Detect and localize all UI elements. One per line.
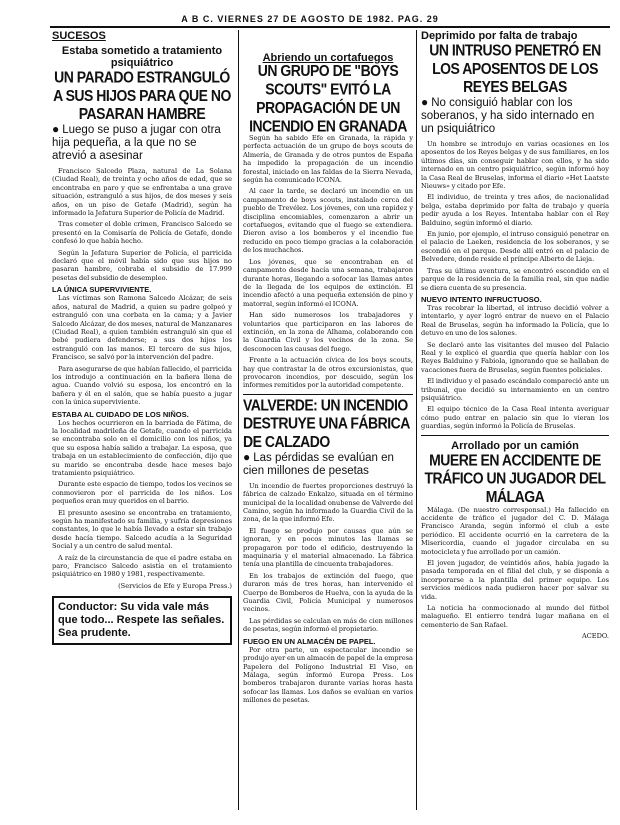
headline: UN PARADO ESTRANGULÓ A SUS HIJOS PARA QUE NO PASARAN HAMBRE <box>53 67 231 123</box>
paragraph: El fuego se produjo por causas que aún se ignoran, y en pocos minutos las llamas se propagaron por todo el edificio, destruyendo la maquinaria y el material almacenado. La fábrica tenía una plantilla de cincuenta trabajadores. <box>243 526 413 569</box>
subhead: FUEGO EN UN ALMACÉN DE PAPEL. <box>243 636 376 646</box>
deck-text: Luego se puso a jugar con otra hija pequeña, a la que no se atrevió a asesinar <box>52 124 221 162</box>
column-1 <box>52 30 232 810</box>
paragraph: El individuo y el pasado escándalo compareció ante un tribunal, que decidió su internamiento en un centro psiquiátrico. <box>421 377 609 402</box>
column-2 <box>243 52 413 812</box>
paragraph: Tras recobrar la libertad, el intruso decidió volver a intentarlo, y ayer logró entrar de nuevo en el Palacio Real de Bruselas, según ha informado la Policía, que lo detuvo en uno de los salones. <box>421 303 609 338</box>
credit: (Servicios de Efe y Europa Press.) <box>118 581 232 590</box>
paragraph: Tras cometer el doble crimen, Francisco Salcedo se presentó en la Comisaría de Policía de Getafe, donde confesó lo que había hecho. <box>52 220 232 246</box>
subhead: LA ÚNICA SUPERVIVIENTE. <box>52 285 152 295</box>
paragraph: Según la Jefatura Superior de Policía, el parricida declaró que el móvil había sido que sus hijos no pasaran hambre, cobraba el subsidio de 17.999 pesetas del subsidio de desempleo. <box>52 248 232 282</box>
section-label: SUCESOS <box>52 30 106 42</box>
paragraph: Al caer la tarde, se declaró un incendio en un campamento de boys scouts, instalado cerca del pueblo de Trevélez. Los jóvenes, con una rapidez y disciplina encomiables, comenzaron a abrir un cortafuegos, evitando que el fuego se extendiera. Dieron aviso a los bomberos y el incendio fue reducido en poco tiempo gracias a la colaboración de los muchachos. <box>243 187 413 255</box>
paragraph: La noticia ha conmocionado al mundo del fútbol malagueño. El entierro tendrá lugar mañana en el cementerio de San Rafael. <box>421 604 609 629</box>
headline: MUERE EN ACCIDENTE DE TRÁFICO UN JUGADOR DEL MÁLAGA <box>424 449 606 506</box>
paragraph: Se declaró ante las visitantes del museo del Palacio Real y le explicó el guardia que quería hablar con los Reyes Balduino y Fabiola, ignorando que se hallaban de vacaciones fuera de Bruselas, según fuentes policiales. <box>421 340 609 374</box>
header-rule <box>50 26 610 28</box>
paragraph: En los trabajos de extinción del fuego, que duraron más de tres horas, han intervenido el Cuerpo de Bomberos de Huelva, con la ayuda de la Guardia Civil, Policía Municipal y numerosos vecinos. <box>243 571 413 614</box>
paragraph: Por otra parte, un espectacular incendio se produjo ayer en un almacén de papel de la empresa Papelera del Polígono Industrial El Viso, en Málaga, según informó Europa Press. Los bomberos trabajaron durante varias horas hasta sofocar las llamas. Los daños se evalúan en varios millones de pesetas. <box>243 645 413 705</box>
paragraph: Para asegurarse de que habían fallecido, el parricida los introdujo a continuación en la bañera llena de agua. Cuando volvió su esposa, los encontró en la bañera y él en el salón, que se había puesto a jugar con la única superviviente. <box>52 364 232 407</box>
paragraph: Las pérdidas se calculan en más de cien millones de pesetas, según informó el propietario. <box>243 616 413 634</box>
page-header: A B C. VIERNES 27 DE AGOSTO DE 1982. PAG. 29 <box>181 14 439 24</box>
paragraph: El presunto asesino se encontraba en tratamiento, según ha manifestado su familia, y sufría depresiones constantes, lo que le había llevado a estar sin trabajo desde hacía tiempo. Salcedo acudía a la Seguridad Social y a un centro de salud mental. <box>52 508 232 551</box>
headline: UN INTRUSO PENETRÓ EN LOS APOSENTOS DE LOS REYES BELGAS <box>429 40 601 96</box>
paragraph: Las víctimas son Ramona Salcedo Alcázar, de seis años, natural de Madrid, a quien su padre golpeó y estranguló con una corbata en la cama; y a Javier Salcedo Alcázar, de dos meses, natural de Manzanares (Ciudad Real), a quien también estranguló sin que el bebé pudiera defenderse; a sus dos hijos los estranguló con las manos. El tercero de sus hijos, Francisco, se salvó por la intervención del padre. <box>52 294 232 362</box>
headline: VALVERDE: UN INCENDIO DESTRUYE UNA FÁBRICA DE CALZADO <box>243 395 410 451</box>
deck <box>52 123 232 163</box>
deck-text: No consiguió hablar con los soberanos, y ha sido internado en un psiquiátrico <box>421 97 595 135</box>
kicker: Abriendo un cortafuegos <box>262 52 394 64</box>
deck <box>243 451 413 478</box>
bullet-icon: ● <box>52 122 60 136</box>
paragraph: Un hombre se introdujo en varias ocasiones en los aposentos de los Reyes belgas y de sus familiares, en los últimos días, sin conseguir hablar con ellos, y ha sido internado en un centro psiquiátrico, según informó hoy la Casa Real de Bruselas, informa el diario «Het Laatste Nieuws» y citado por Efe. <box>421 140 609 191</box>
paragraph: En junio, por ejemplo, el intruso consiguió penetrar en el palacio de Laeken, residencia de los soberanos, y se escondió en el parque. Desde allí entró en el palacio de Belvedere, donde reside el príncipe Alberto de Lieja. <box>421 230 609 264</box>
paragraph: Francisco Salcedo Plaza, natural de La Solana (Ciudad Real), de treinta y ocho años de edad, que se encontraba en paro y que se enfrentaba a una grave situación, estranguló a sus hijos, de dos meses y seis años, en un piso de Getafe (Madrid), según ha informado la Jefatura Superior de Policía de Madrid. <box>52 167 232 218</box>
bullet-icon: ● <box>243 449 251 464</box>
safety-notice-box: Conductor: Su vida vale más que todo... Respete las señales. Sea prudente. <box>52 596 232 645</box>
paragraph: El individuo, de treinta y tres años, de nacionalidad belga, estaba deprimido por falta de trabajo y quería pedir ayuda a los Reyes. Intentaba hablar con el Rey Balduino, según informó el diario. <box>421 193 609 227</box>
paragraph: Según ha sabido Efe en Granada, la rápida y perfecta actuación de un grupo de boys scouts de Almería, de Granada y de otros puntos de España ha impedido la propagación de un incendio forestal, iniciado en las faldas de la Sierra Nevada, según ha comunicado ICONA. <box>243 134 413 185</box>
paragraph: El equipo técnico de la Casa Real intenta averiguar cómo pudo entrar en palacio sin que lo vieran los guardias, según informó la Policía de Bruselas. <box>421 405 609 431</box>
paragraph: El joven jugador, de veintidós años, había jugado la pasada temporada en el filial del club, y se disponía a incorporarse a la plantilla del primer equipo. Los servicios médicos nada pudieron hacer por salvar su vida. <box>421 559 609 601</box>
paragraph: Un incendio de fuertes proporciones destruyó la fábrica de calzado Enkalzo, situada en el término municipal de la localidad onubense de Valverde del Camino, según ha informado la Guardia Civil de la zona, de la que informó Efe. <box>243 481 413 524</box>
deck-text: Las pérdidas se evalúan en cien millones de pesetas <box>243 451 394 477</box>
story-divider <box>421 435 609 436</box>
paragraph: Durante este espacio de tiempo, todos los vecinos se conmovieron por el parricida de los niños. Los pequeños eran muy queridos en el barrio. <box>52 480 232 506</box>
paragraph: Málaga. (De nuestro corresponsal.) Ha fallecido en accidente de tráfico el jugador del C. D. Málaga Francisco Aranda, según informó el club a este periódico. El accidente ocurrió en la carretera de la Misericordia, cuando el jugador circulaba en su motocicleta y fue arrollado por un camión. <box>421 505 609 556</box>
bullet-icon: ● <box>421 95 429 109</box>
paragraph: Frente a la actuación cívica de los boys scouts, hay que contrastar la de otros excursionistas, que provocaron incendios, por descuido, según los informes remitidos por la autoridad competente. <box>243 356 413 390</box>
subhead: ESTABA AL CUIDADO DE LOS NIÑOS. <box>52 409 189 419</box>
credit: ACEDO. <box>581 632 609 641</box>
paragraph: A raíz de la circunstancia de que el padre estaba en paro, Francisco Salcedo asistía en el tratamiento psiquiátrico en 1980 y 1981, respectivamente. <box>52 553 232 579</box>
column-3 <box>421 30 609 810</box>
kicker: Deprimido por falta de trabajo <box>421 30 578 42</box>
column-divider <box>238 30 239 810</box>
paragraph: Los hechos ocurrieron en la barriada de Fátima, de la localidad madrileña de Getafe, cuando el parricida se encontraba solo en el domicilio con los niños, ya que su esposa había salido a trabajar. La esposa, que trabaja en un establecimiento de confección, dijo que su marido se encontraba desde hace meses bajo tratamiento psiquiátrico. <box>52 418 232 477</box>
kicker: Arrollado por un camión <box>451 439 579 452</box>
column-divider <box>416 30 417 810</box>
paragraph: Tras su última aventura, se encontró escondido en el parque de la residencia de la familia real, sin que nadie se diera cuenta de su presencia. <box>421 266 609 292</box>
paragraph: Han sido numerosos los trabajadores y voluntarios que participaron en las labores de extinción, en la zona de Alhama, colaborando con la Guardia Civil y los vecinos de la zona. Se desconocen las causas del fuego. <box>243 311 413 353</box>
paragraph: Los jóvenes, que se encontraban en el campamento desde hacía una semana, trabajaron durante horas, llegando a sofocar las llamas antes de la llegada de los equipos de extinción. El incendio afectó a una pequeña extensión de pino y matorral, según informó el ICONA. <box>243 257 413 308</box>
headline: UN GRUPO DE "BOYS SCOUTS" EVITÓ LA PROPAGACIÓN DE UN INCENDIO EN GRANADA <box>249 61 407 135</box>
kicker: Estaba sometido a tratamiento psiquiátrico <box>61 45 223 69</box>
deck <box>421 96 609 136</box>
subhead: NUEVO INTENTO INFRUCTUOSO. <box>421 294 542 304</box>
